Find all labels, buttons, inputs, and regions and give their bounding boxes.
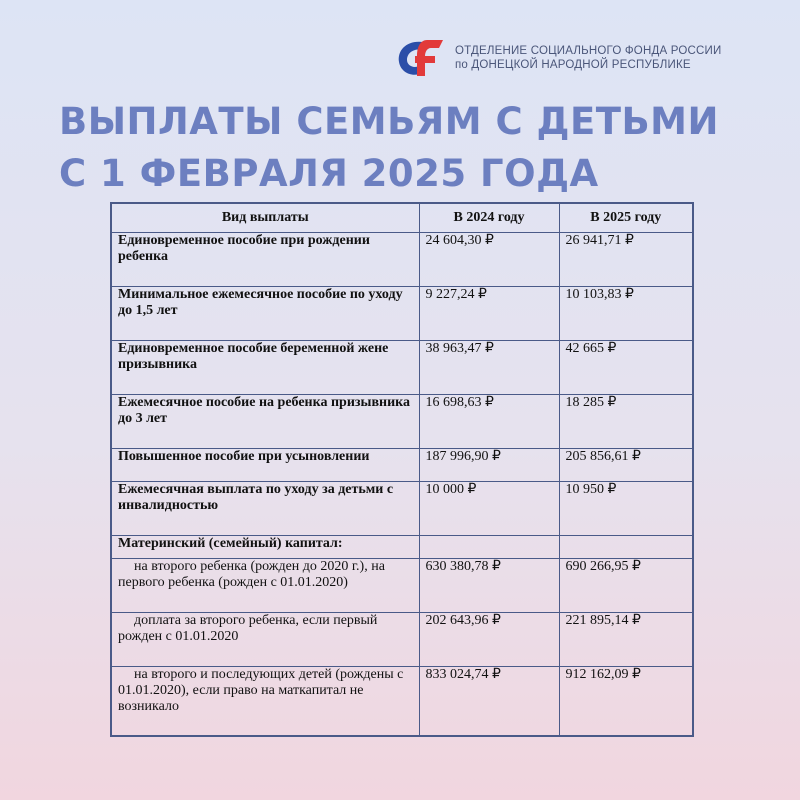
payment-name: на второго и последующих детей (рождены с 01.01.2020), если право на маткапитал не возникало <box>111 667 419 737</box>
payment-name: Ежемесячное пособие на ребенка призывника до 3 лет <box>111 395 419 449</box>
payment-name: на второго ребенка (рожден до 2020 г.), на первого ребенка (рожден с 01.01.2020) <box>111 559 419 613</box>
value-2024: 24 604,30 ₽ <box>419 233 559 287</box>
value-2024: 187 996,90 ₽ <box>419 449 559 482</box>
value-2025: 690 266,95 ₽ <box>559 559 693 613</box>
payment-name: доплата за второго ребенка, если первый рожден с 01.01.2020 <box>111 613 419 667</box>
organization-name <box>455 44 721 72</box>
value-2024: 833 024,74 ₽ <box>419 667 559 737</box>
payment-name: Единовременное пособие при рождении ребенка <box>111 233 419 287</box>
table-row <box>111 233 693 287</box>
payments-table <box>110 202 694 737</box>
value-2024: 38 963,47 ₽ <box>419 341 559 395</box>
payment-name: Ежемесячная выплата по уходу за детьми с инвалидностью <box>111 482 419 536</box>
value-2024 <box>419 536 559 559</box>
payment-name: Минимальное ежемесячное пособие по уходу до 1,5 лет <box>111 287 419 341</box>
table-row <box>111 536 693 559</box>
value-2025: 221 895,14 ₽ <box>559 613 693 667</box>
value-2024: 630 380,78 ₽ <box>419 559 559 613</box>
payment-name: Единовременное пособие беременной жене призывника <box>111 341 419 395</box>
value-2025: 205 856,61 ₽ <box>559 449 693 482</box>
value-2024: 202 643,96 ₽ <box>419 613 559 667</box>
table-row <box>111 559 693 613</box>
table-row <box>111 613 693 667</box>
table-row <box>111 449 693 482</box>
table-header-row <box>111 203 693 233</box>
value-2025: 26 941,71 ₽ <box>559 233 693 287</box>
value-2025: 18 285 ₽ <box>559 395 693 449</box>
value-2025: 42 665 ₽ <box>559 341 693 395</box>
table-row <box>111 287 693 341</box>
value-2024: 9 227,24 ₽ <box>419 287 559 341</box>
payment-name: Повышенное пособие при усыновлении <box>111 449 419 482</box>
table-row <box>111 341 693 395</box>
table-row <box>111 482 693 536</box>
org-line-1: ОТДЕЛЕНИЕ СОЦИАЛЬНОГО ФОНДА РОССИИ <box>455 45 722 57</box>
table-row <box>111 395 693 449</box>
value-2024: 16 698,63 ₽ <box>419 395 559 449</box>
page-title <box>59 96 719 200</box>
title-line-1: ВЫПЛАТЫ СЕМЬЯМ С ДЕТЬМИ <box>59 100 719 143</box>
value-2024: 10 000 ₽ <box>419 482 559 536</box>
section-heading-maternity-capital: Материнский (семейный) капитал: <box>111 536 419 559</box>
header-payment-type: Вид выплаты <box>111 203 419 233</box>
header-2025: В 2025 году <box>559 203 693 233</box>
value-2025 <box>559 536 693 559</box>
value-2025: 10 950 ₽ <box>559 482 693 536</box>
value-2025: 912 162,09 ₽ <box>559 667 693 737</box>
table-row <box>111 667 693 737</box>
header-2024: В 2024 году <box>419 203 559 233</box>
sfr-logo-icon <box>393 36 447 82</box>
title-line-2: С 1 ФЕВРАЛЯ 2025 ГОДА <box>59 152 599 195</box>
value-2025: 10 103,83 ₽ <box>559 287 693 341</box>
org-line-2: по ДОНЕЦКОЙ НАРОДНОЙ РЕСПУБЛИКЕ <box>455 59 691 71</box>
